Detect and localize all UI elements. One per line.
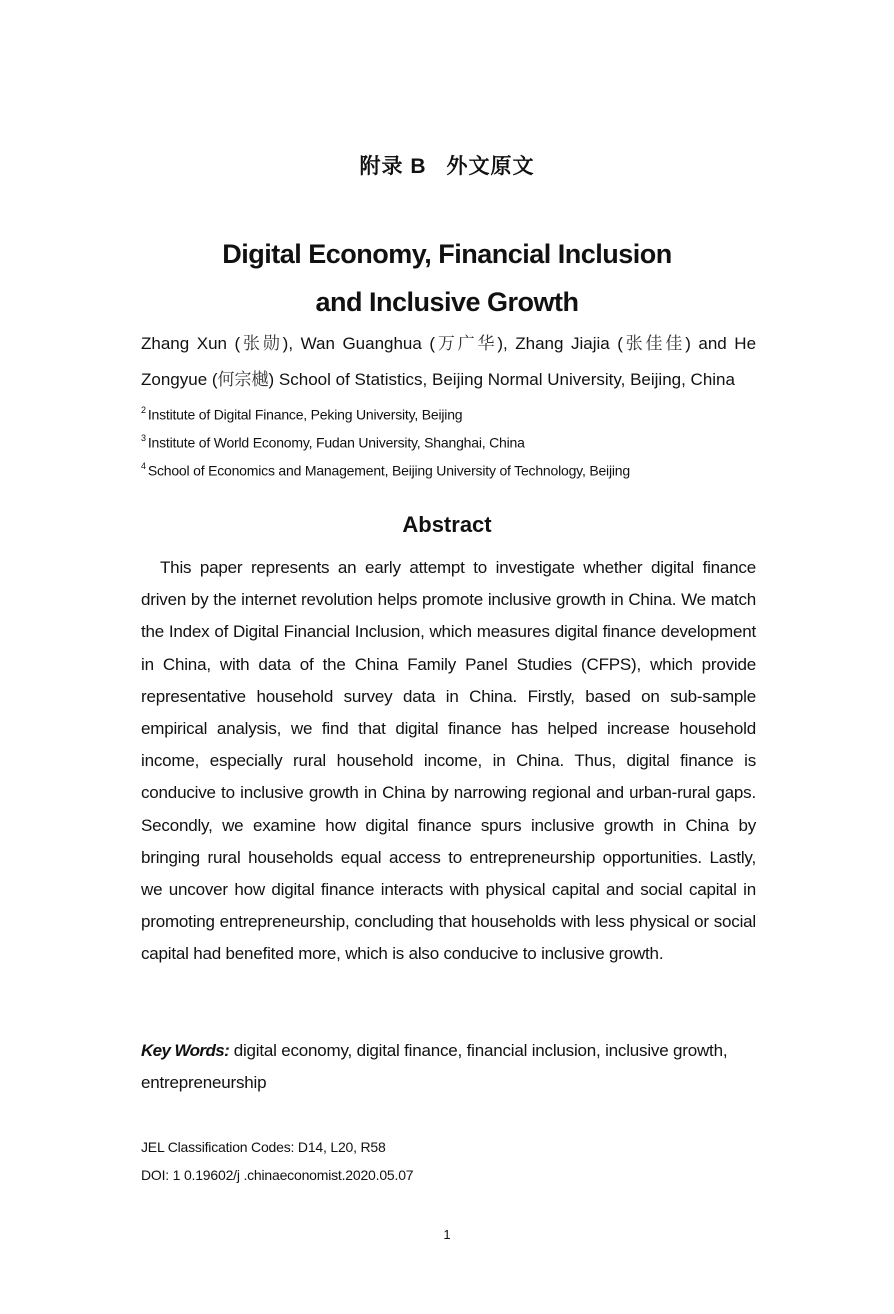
author-1-chinese-name: 张勋 (240, 334, 283, 354)
author-list (141, 326, 756, 398)
paper-title-line-1: Digital Economy, Financial Inclusion (222, 239, 672, 269)
affiliation-4-number: 4 (141, 461, 146, 471)
affiliation-2 (141, 402, 462, 424)
affiliation-1: ) School of Statistics, Beijing Normal University, Beijing, China (268, 370, 735, 389)
appendix-title: 外文原文 (446, 155, 535, 178)
appendix-label: 附录 B (359, 155, 427, 178)
author-2-name: ), Wan Guanghua ( (282, 334, 436, 353)
paper-title (0, 230, 894, 326)
author-2-chinese-name: 万广华 (435, 334, 498, 354)
affiliation-4-text: School of Economics and Management, Beijing University of Technology, Beijing (147, 462, 630, 479)
affiliation-3-text: Institute of World Economy, Fudan University, Shanghai, China (147, 434, 525, 451)
affiliation-4 (141, 458, 630, 480)
author-4-name: ) and He Zongyue ( (141, 334, 757, 389)
author-4-chinese-name: 何宗樾 (217, 370, 269, 390)
abstract-paragraph: This paper represents an early attempt to investigate whether digital finance driven by the internet revolution helps promote inclusive growth in China. We match the Index of Digital Financial Inclusion, which measures digital finance development in China, with data of the China Family Panel Studies (CFPS), which provide representative household survey data in China. Firstly, based on sub-sample empirical analysis, we find that digital finance has helped increase household income, especially rural household income, in China. Thus, digital finance is conducive to inclusive growth in China by narrowing regional and urban-rural gaps. Secondly, we examine how digital finance spurs inclusive growth in China by bringing rural households equal access to entrepreneurship opportunities. Lastly, we uncover how digital finance interacts with physical capital and social capital in promoting entrepreneurship, concluding that households with less physical or social capital had benefited more, which is also conducive to inclusive growth. (141, 558, 756, 964)
keywords-text: digital economy, digital finance, financial inclusion, inclusive growth, entrepreneurship (141, 1041, 728, 1092)
appendix-heading (0, 150, 894, 180)
affiliation-3 (141, 430, 525, 452)
jel-codes: JEL Classification Codes: D14, L20, R58 (141, 1139, 386, 1155)
author-3-name: ), Zhang Jiajia ( (497, 334, 623, 353)
paper-title-line-2: and Inclusive Growth (315, 287, 579, 317)
author-1-name: Zhang Xun ( (141, 334, 241, 353)
author-3-chinese-name: 张佳佳 (622, 334, 686, 354)
keywords-label: Key Words: (141, 1041, 230, 1060)
abstract-heading: Abstract (402, 512, 492, 537)
affiliation-2-text: Institute of Digital Finance, Peking University, Beijing (147, 406, 463, 423)
abstract-body (141, 552, 756, 971)
affiliation-2-number: 2 (141, 405, 146, 415)
doi: DOI: 1 0.19602/j .chinaeconomist.2020.05.07 (141, 1167, 414, 1183)
page-number: 1 (443, 1227, 451, 1242)
keywords (141, 1035, 756, 1099)
affiliation-3-number: 3 (141, 433, 146, 443)
